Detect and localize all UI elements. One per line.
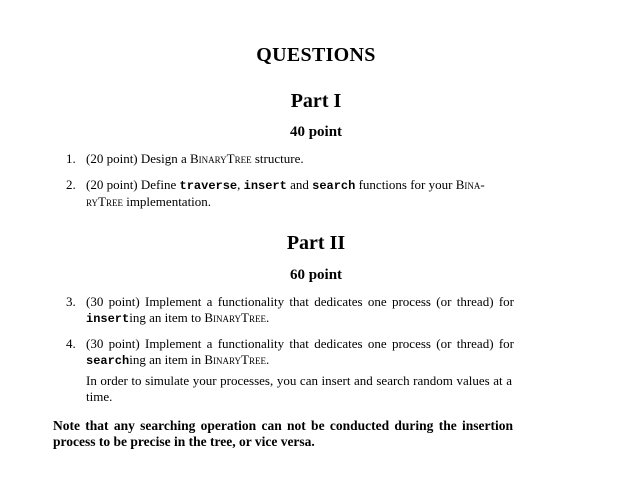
binarytree-term: Bina-ryTree (86, 177, 485, 209)
question-text-prefix: (20 point) Define (86, 177, 180, 192)
part2-title: Part II (286, 232, 346, 254)
part1-title: Part I (290, 90, 342, 112)
question-number: 4. (66, 336, 76, 351)
part2-points: 60 point (289, 267, 343, 283)
question-text-prefix: (30 point) Implement a functionality that dedicates one process (or thread) for (86, 294, 514, 309)
question-item-4 (66, 336, 514, 369)
question-item-2 (66, 177, 514, 210)
binarytree-term: BinaryTree (204, 310, 266, 325)
question-text-suffix: . (265, 352, 270, 367)
question-text (86, 336, 514, 369)
question-text-suffix: structure. (251, 151, 304, 166)
note-paragraph: Note that any searching operation can not be conducted during the insertion process to be precise in the tree, or vice versa. (53, 418, 513, 449)
question-text (86, 294, 514, 327)
binarytree-term: BinaryTree (204, 352, 266, 367)
simulation-paragraph: In order to simulate your processes, you can insert and search random values at a time. (86, 373, 512, 404)
question-number: 2. (66, 177, 76, 192)
question-text-middle: functions for your (355, 177, 456, 192)
question-text-middle: ing an item in (129, 352, 205, 367)
question-text (86, 151, 514, 167)
question-text-suffix: implementation. (122, 194, 212, 209)
question-number: 1. (66, 151, 76, 166)
separator: , (237, 177, 244, 192)
question-text-prefix: (20 point) Design a (86, 151, 190, 166)
binarytree-term: BinaryTree (189, 151, 252, 166)
code-insert: insert (243, 179, 287, 193)
code-insert: insert (86, 312, 130, 326)
question-text-suffix: . (265, 310, 270, 325)
separator: and (286, 177, 313, 192)
code-search: search (312, 179, 356, 193)
document-title: QUESTIONS (256, 44, 376, 66)
question-number: 3. (66, 294, 76, 309)
code-traverse: traverse (179, 179, 238, 193)
question-item-1 (66, 151, 514, 167)
question-item-3 (66, 294, 514, 327)
question-text-middle: ing an item to (129, 310, 205, 325)
part1-points: 40 point (289, 124, 343, 140)
code-search: search (86, 354, 130, 368)
question-text (86, 177, 514, 210)
question-text-prefix: (30 point) Implement a functionality that dedicates one process (or thread) for (86, 336, 514, 351)
